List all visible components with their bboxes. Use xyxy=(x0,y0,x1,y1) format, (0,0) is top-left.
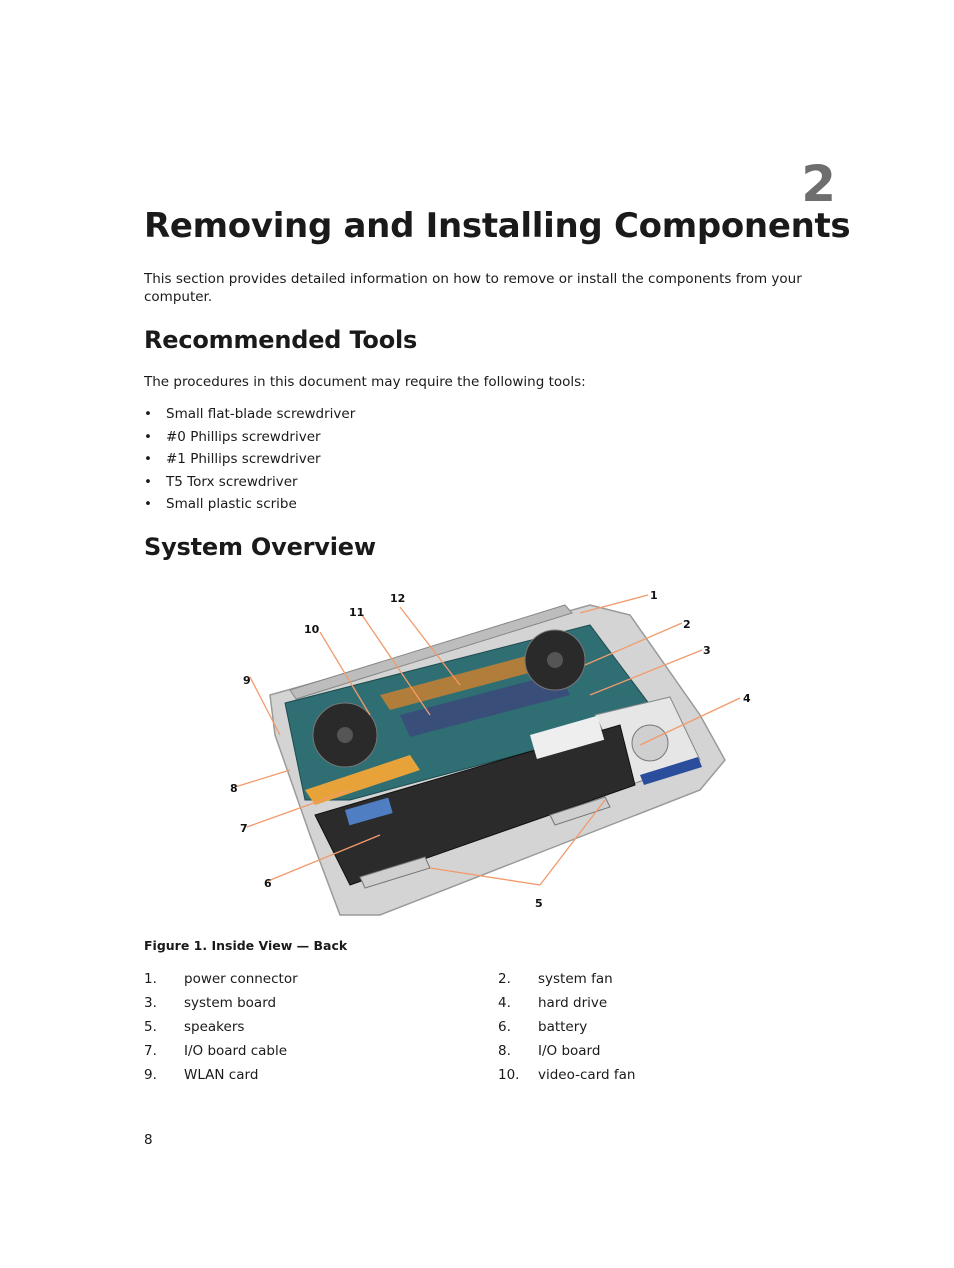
callout-4: 4 xyxy=(743,692,751,705)
callout-3: 3 xyxy=(703,644,711,657)
callout-7: 7 xyxy=(240,822,248,835)
callout-11: 11 xyxy=(349,606,365,619)
figure-legend xyxy=(144,971,824,1091)
bullet-icon: • xyxy=(144,428,152,445)
inside-view-figure xyxy=(230,585,760,920)
list-item: • #0 Phillips screwdriver xyxy=(144,428,321,445)
tools-intro: The procedures in this document may require the following tools: xyxy=(144,374,586,390)
callout-9: 9 xyxy=(243,674,251,687)
callout-12: 12 xyxy=(390,592,406,605)
page-number: 8 xyxy=(144,1132,153,1148)
legend-row: 5. speakers 6. battery xyxy=(144,1019,588,1035)
tools-list xyxy=(144,404,355,517)
callout-8: 8 xyxy=(230,782,238,795)
legend-row: 9. WLAN card 10. video-card fan xyxy=(144,1067,636,1083)
intro-paragraph: This section provides detailed information on how to remove or install the components from your computer. xyxy=(144,271,802,305)
list-item: • #1 Phillips screwdriver xyxy=(144,451,321,467)
bullet-icon: • xyxy=(144,451,152,467)
legend-row: 7. I/O board cable 8. I/O board xyxy=(144,1043,601,1059)
chapter-number: 2 xyxy=(801,155,836,213)
callout-10: 10 xyxy=(304,623,320,636)
bullet-icon: • xyxy=(144,473,152,490)
tools-heading: Recommended Tools xyxy=(144,326,418,354)
callout-6: 6 xyxy=(264,877,272,890)
bullet-icon: • xyxy=(144,496,152,512)
figure-caption: Figure 1. Inside View — Back xyxy=(144,938,348,953)
callout-5: 5 xyxy=(535,897,543,910)
list-item: • T5 Torx screwdriver xyxy=(144,473,298,490)
callout-1: 1 xyxy=(650,589,658,602)
legend-row: 1. power connector 2. system fan xyxy=(144,971,613,987)
bullet-icon: • xyxy=(144,406,152,422)
legend-row: 3. system board 4. hard drive xyxy=(144,995,608,1011)
overview-heading: System Overview xyxy=(144,533,376,561)
list-item: • Small plastic scribe xyxy=(144,496,297,512)
callout-2: 2 xyxy=(683,618,691,631)
page-title: Removing and Installing Components xyxy=(144,206,851,246)
list-item: • Small flat-blade screwdriver xyxy=(144,406,356,422)
